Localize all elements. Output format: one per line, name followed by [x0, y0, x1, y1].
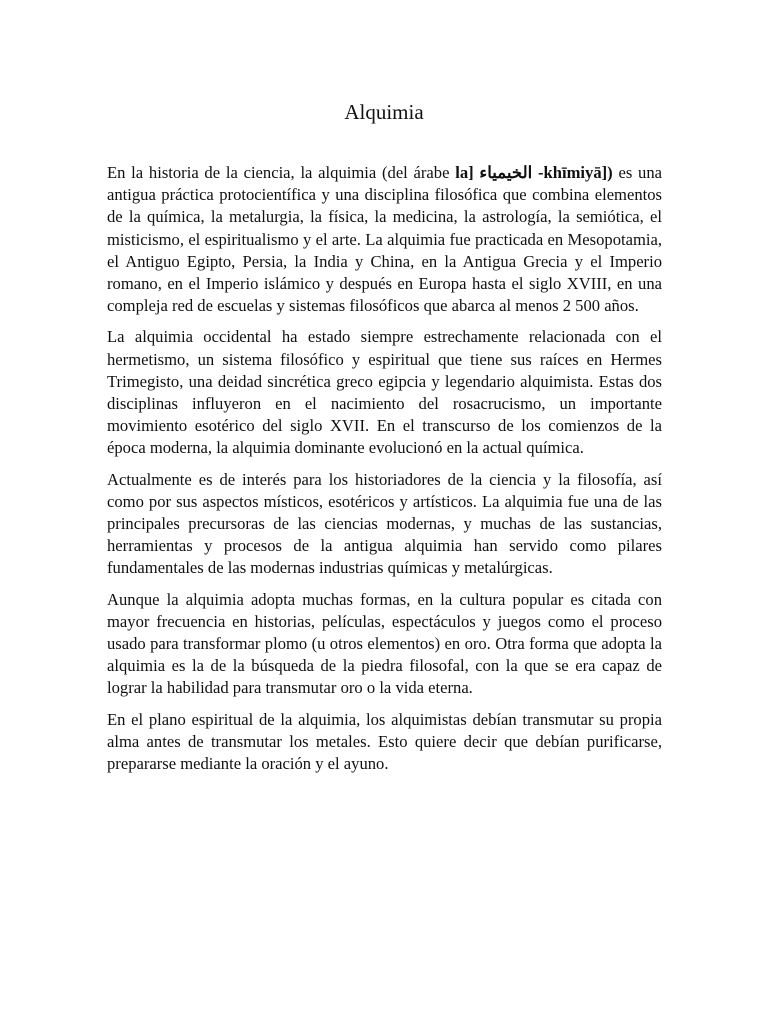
paragraph-4-text: Aunque la alquimia adopta muchas formas, en la cultura popular es citada con mayor frecuencia en historias, películas, espectáculos y juegos como el proceso usado para transformar plomo (u otros elementos) en oro. Otra forma que adopta la alquimia es la de la búsqueda de la piedra filosofal, con la que se era capaz de lograr la habilidad para transmutar oro o la vida eterna.	[107, 589, 662, 698]
paragraph-1-text-2: es una antigua práctica protocientífica y una disciplina filosófica que combina elementos de la química, la metalurgia, la física, la medicina, la astrología, la semiótica, el misticismo, el espiritualismo y el arte. La alquimia fue practicada en Mesopotamia, el Antiguo Egipto, Persia, la India y China, en la Antigua Grecia y el Imperio romano, en el Imperio islámico y después en Europa hasta el siglo XVIII, en una compleja red de escuelas y sistemas filosóficos que abarca al menos 2 500 años.	[107, 163, 662, 316]
document-body	[107, 162, 662, 784]
paragraph-2	[107, 326, 662, 459]
paragraph-3	[107, 469, 662, 580]
paragraph-3-text: Actualmente es de interés para los historiadores de la ciencia y la filosofía, así como por sus aspectos místicos, esotéricos y artísticos. La alquimia fue una de las principales precursoras de las ciencias modernas, y muchas de las sustancias, herramientas y procesos de la antigua alquimia han servido como pilares fundamentales de las modernas industrias químicas y metalúrgicas.	[107, 469, 662, 578]
paragraph-1-text-1: En la historia de la ciencia, la alquimia (del árabe	[107, 163, 456, 182]
paragraph-5-text: En el plano espiritual de la alquimia, los alquimistas debían transmutar su propia alma antes de transmutar los metales. Esto quiere decir que debían purificarse, prepararse mediante la oración y el ayuno.	[107, 709, 662, 774]
paragraph-1	[107, 162, 662, 317]
page-title: Alquimia	[344, 100, 424, 124]
paragraph-4	[107, 589, 662, 700]
paragraph-5	[107, 709, 662, 776]
paragraph-2-text: La alquimia occidental ha estado siempre estrechamente relacionada con el hermetismo, un sistema filosófico y espiritual que tiene sus raíces en Hermes Trimegisto, una deidad sincrética greco egipcia y legendario alquimista. Estas dos disciplinas influyeron en el nacimiento del rosacrucismo, un importante movimiento esotérico del siglo XVII. En el transcurso de los comienzos de la época moderna, la alquimia dominante evolucionó en la actual química.	[107, 327, 662, 458]
arabic-etymology: la] الخيمياء -khīmiyā])	[455, 163, 613, 182]
